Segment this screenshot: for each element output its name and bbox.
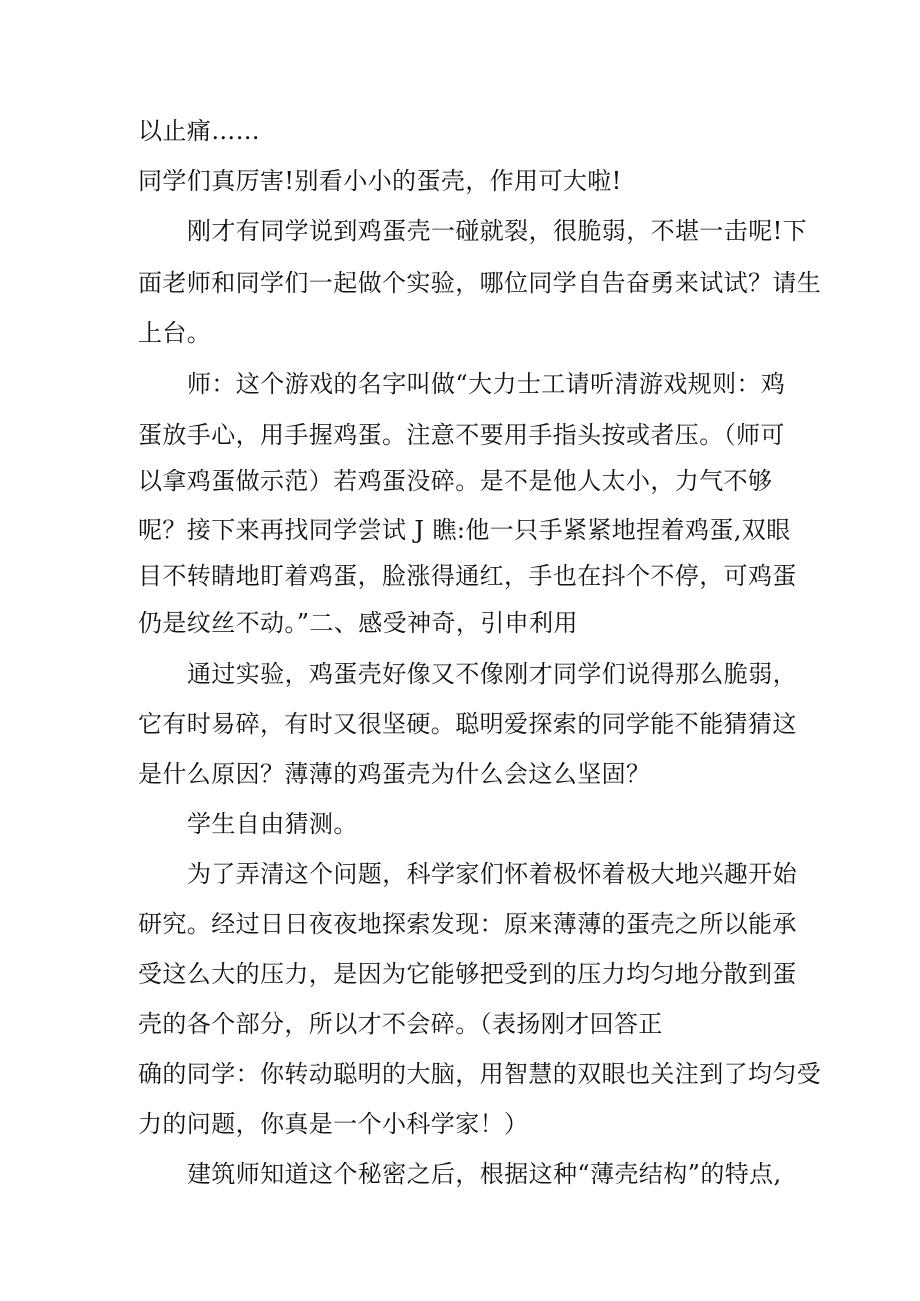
paragraph-line: 建筑师知道这个秘密之后，根据这种“薄壳结构”的特点, [187,1160,782,1188]
text-line: 力的问题，你真是一个小科学家！） [138,1110,529,1138]
paragraph-line: 通过实验，鸡蛋壳好像又不像刚才同学们说得那么脆弱， [187,660,797,688]
text-line: 上台。 [138,319,212,347]
text-line: 目不转睛地盯着鸡蛋，脸涨得通红，手也在抖个不停，可鸡蛋 [138,562,797,590]
paragraph-line: 学生自由猜测。 [187,810,358,838]
text-line: 以止痛…… [138,117,260,145]
text-line: 呢？接下来再找同学尝试 J 瞧:他一只手紧紧地捏着鸡蛋,双眼 [138,516,791,544]
text-line: 受这么大的压力，是因为它能够把受到的压力均匀地分散到蛋 [138,960,797,988]
text-line: 研究。经过日日夜夜地探索发现：原来薄薄的蛋壳之所以能承 [138,910,797,938]
paragraph-line: 刚才有同学说到鸡蛋壳一碰就裂，很脆弱，不堪一击呢!下 [187,217,808,245]
text-line: 同学们真厉害!别看小小的蛋壳，作用可大啦! [138,167,622,195]
paragraph-line: 师：这个游戏的名字叫做“大力士工请听清游戏规则：鸡 [187,370,786,398]
text-line: 蛋放手心，用手握鸡蛋。注意不要用手指头按或者压。（师可 [138,421,785,449]
text-line: 以拿鸡蛋做示范）若鸡蛋没碎。是不是他人太小，力气不够 [138,467,773,495]
text-line: 确的同学：你转动聪明的大脑，用智慧的双眼也关注到了均匀受 [138,1060,822,1088]
text-line: 它有时易碎，有时又很坚硬。聪明爱探索的同学能不能猜猜这 [138,710,797,738]
text-line: 仍是纹丝不动。”二、感受神奇，引申利用 [138,609,578,637]
text-line: 是什么原因？薄薄的鸡蛋壳为什么会这么坚固？ [138,760,651,788]
text-line: 面老师和同学们一起做个实验，哪位同学自告奋勇来试试？请生 [138,269,822,297]
paragraph-line: 为了弄清这个问题，科学家们怀着极怀着极大地兴趣开始 [187,860,797,888]
text-line: 壳的各个部分，所以才不会碎。（表扬刚才回答正 [138,1010,663,1038]
